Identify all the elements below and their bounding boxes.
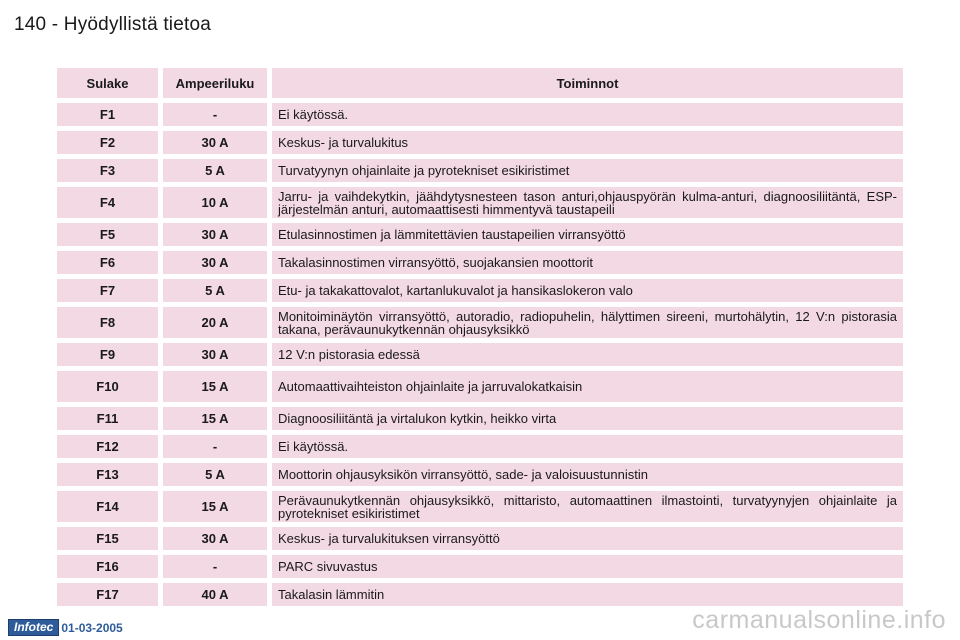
- function-text: Perävaunukytkennän ohjausyksikkö, mittaristo, automaattinen ilmastointi, turvatyynyjen ohjainlaite ja pyrotekniset esikiristimet: [278, 492, 897, 521]
- function-text: 12 V:n pistorasia edessä: [278, 347, 420, 362]
- function-text: Moottorin ohjausyksikön virransyöttö, sade- ja valoisuustunnistin: [278, 467, 648, 482]
- amp-cell: 15 A: [163, 407, 267, 430]
- function-text: Takalasinnostimen virransyöttö, suojakansien moottorit: [278, 255, 594, 270]
- page-title: 140 - Hyödyllistä tietoa: [14, 14, 212, 35]
- fuse-cell: F9: [57, 343, 158, 366]
- fuse-cell: F17: [57, 583, 158, 606]
- function-text: Monitoiminäytön virransyöttö, autoradio, radiopuhelin, hälyttimen sireeni, murtohälytin, 12 V:n pistorasia takana, perävaunukytkennän ohjausyksikkö: [278, 308, 897, 337]
- function-text: Ei käytössä.: [278, 107, 349, 122]
- fuse-cell: F5: [57, 223, 158, 246]
- table-row: [57, 131, 903, 154]
- function-cell: [272, 187, 903, 218]
- function-cell: [272, 343, 903, 366]
- fuse-cell: F14: [57, 491, 158, 522]
- watermark: carmanualsonline.info: [692, 606, 946, 634]
- infotec-logo: Infotec: [8, 619, 59, 636]
- table-row: [57, 223, 903, 246]
- function-text: Etulasinnostimen ja lämmitettävien taustapeilien virransyöttö: [278, 227, 626, 242]
- function-cell: [272, 583, 903, 606]
- function-cell: [272, 491, 903, 522]
- function-cell: [272, 103, 903, 126]
- table-row: [57, 251, 903, 274]
- amp-cell: 30 A: [163, 131, 267, 154]
- fuse-cell: F15: [57, 527, 158, 550]
- function-text: Ei käytössä.: [278, 439, 349, 454]
- table-row: [57, 463, 903, 486]
- fuse-cell: F11: [57, 407, 158, 430]
- function-text: Keskus- ja turvalukitus: [278, 135, 409, 150]
- table-row: [57, 371, 903, 402]
- function-cell: [272, 159, 903, 182]
- footer-logo: [8, 620, 123, 635]
- function-text: Diagnoosiliitäntä ja virtalukon kytkin, heikko virta: [278, 411, 557, 426]
- table-row: [57, 159, 903, 182]
- function-cell: [272, 555, 903, 578]
- header-fuse: Sulake: [57, 68, 158, 98]
- fuse-cell: F10: [57, 371, 158, 402]
- function-cell: [272, 223, 903, 246]
- function-text: Jarru- ja vaihdekytkin, jäähdytysnesteen tason anturi,ohjauspyörän kulma-anturi, diagnoosiliitäntä, ESP-järjestelmän anturi, automaattisesti himmentyvä taustapeili: [278, 188, 897, 217]
- header-functions: Toiminnot: [272, 68, 903, 98]
- amp-cell: 5 A: [163, 463, 267, 486]
- table-row: [57, 527, 903, 550]
- amp-cell: 10 A: [163, 187, 267, 218]
- function-text: Etu- ja takakattovalot, kartanlukuvalot ja hansikaslokeron valo: [278, 283, 633, 298]
- amp-cell: 20 A: [163, 307, 267, 338]
- amp-cell: 40 A: [163, 583, 267, 606]
- table-row: [57, 307, 903, 338]
- table-header-row: [57, 68, 903, 98]
- function-cell: [272, 371, 903, 402]
- amp-cell: 30 A: [163, 527, 267, 550]
- table-row: [57, 583, 903, 606]
- fuse-cell: F8: [57, 307, 158, 338]
- table-row: [57, 435, 903, 458]
- amp-cell: 15 A: [163, 371, 267, 402]
- amp-cell: 30 A: [163, 343, 267, 366]
- amp-cell: 15 A: [163, 491, 267, 522]
- amp-cell: -: [163, 555, 267, 578]
- amp-cell: -: [163, 103, 267, 126]
- function-text: PARC sivuvastus: [278, 559, 378, 574]
- function-cell: [272, 527, 903, 550]
- function-text: Keskus- ja turvalukituksen virransyöttö: [278, 531, 500, 546]
- function-cell: [272, 407, 903, 430]
- fuse-cell: F6: [57, 251, 158, 274]
- fuse-cell: F1: [57, 103, 158, 126]
- table-row: [57, 555, 903, 578]
- fuse-cell: F12: [57, 435, 158, 458]
- amp-cell: 30 A: [163, 223, 267, 246]
- function-cell: [272, 463, 903, 486]
- footer-date: 01-03-2005: [61, 620, 123, 635]
- function-cell: [272, 435, 903, 458]
- function-text: Turvatyynyn ohjainlaite ja pyrotekniset esikiristimet: [278, 163, 570, 178]
- header-amperage: Ampeeriluku: [163, 68, 267, 98]
- function-text: Takalasin lämmitin: [278, 587, 385, 602]
- fuse-cell: F13: [57, 463, 158, 486]
- fuse-table: [57, 68, 903, 611]
- amp-cell: 5 A: [163, 279, 267, 302]
- amp-cell: -: [163, 435, 267, 458]
- amp-cell: 30 A: [163, 251, 267, 274]
- fuse-cell: F4: [57, 187, 158, 218]
- table-row: [57, 103, 903, 126]
- table-row: [57, 407, 903, 430]
- fuse-cell: F3: [57, 159, 158, 182]
- function-cell: [272, 307, 903, 338]
- fuse-cell: F2: [57, 131, 158, 154]
- table-row: [57, 343, 903, 366]
- function-cell: [272, 131, 903, 154]
- fuse-cell: F16: [57, 555, 158, 578]
- function-cell: [272, 279, 903, 302]
- function-text: Automaattivaihteiston ohjainlaite ja jarruvalokatkaisin: [278, 379, 583, 394]
- table-row: [57, 279, 903, 302]
- table-row: [57, 187, 903, 218]
- table-row: [57, 491, 903, 522]
- amp-cell: 5 A: [163, 159, 267, 182]
- function-cell: [272, 251, 903, 274]
- fuse-cell: F7: [57, 279, 158, 302]
